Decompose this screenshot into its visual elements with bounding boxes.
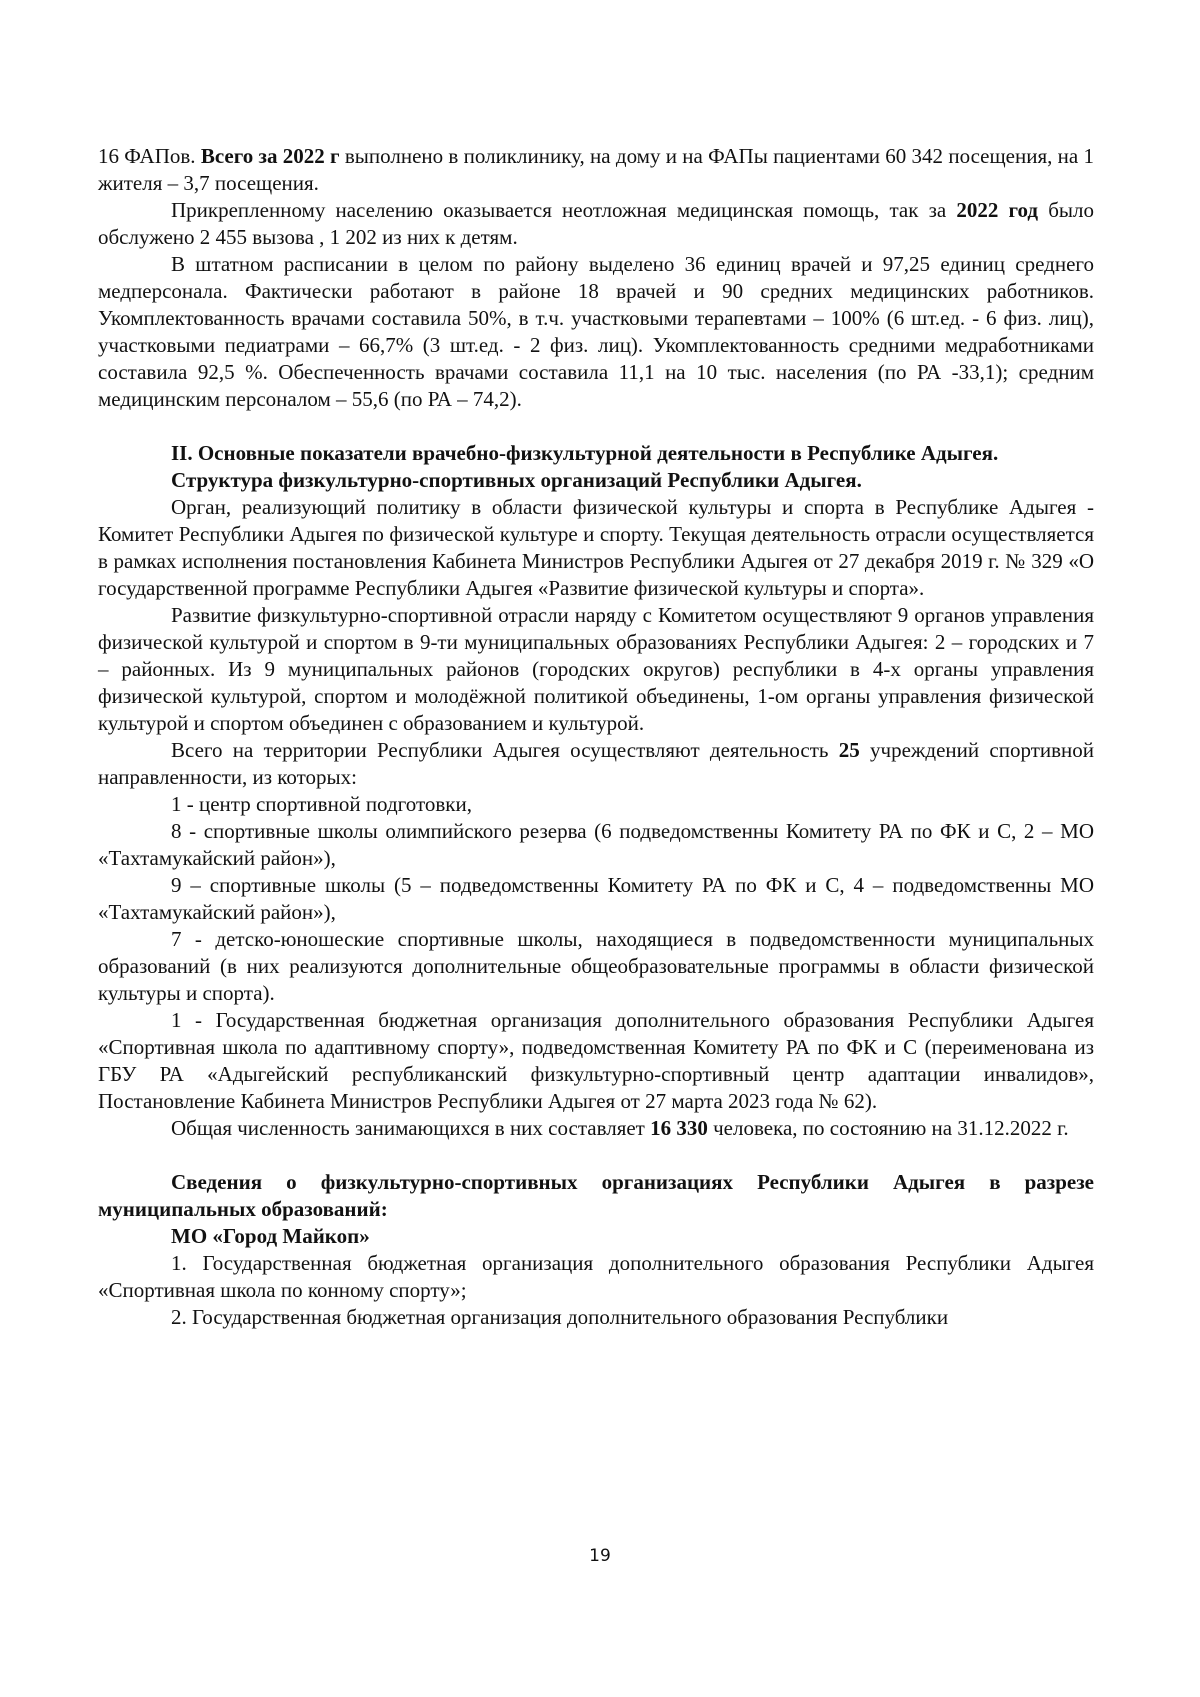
paragraph-total-athletes: Общая численность занимающихся в них составляет 16 330 человека, по состоянию на 31.12.2022 г.: [171, 1116, 1069, 1140]
list-item-sport-training-center: 1 - центр спортивной подготовки,: [171, 792, 472, 816]
paragraph-visits: 16 ФАПов. Всего за 2022 г выполнено в поликлинику, на дому и на ФАПы пациентами 60 342 посещения, на 1 жителя – 3,7 посещения.: [98, 144, 1094, 195]
heading-maikop: МО «Город Майкоп»: [171, 1224, 370, 1248]
page-number: 19: [589, 1546, 611, 1566]
list-item-olympic-reserve-schools: 8 - спортивные школы олимпийского резерва (6 подведомственны Комитету РА по ФК и С, 2 – МО «Тахтамукайский район»),: [98, 819, 1094, 870]
paragraph-institutions-total: Всего на территории Республики Адыгея осуществляют деятельность 25 учреждений спортивной направленности, из которых:: [98, 738, 1095, 789]
subheading-structure: Структура физкультурно-спортивных организаций Республики Адыгея.: [171, 468, 862, 492]
paragraph-staffing: В штатном расписании в целом по району выделено 36 единиц врачей и 97,25 единиц среднего медперсонала. Фактически работают в районе 18 врачей и 90 средних медицинских работников. Укомплектованность врачами составила 50%, в т.ч. участковыми терапевтами – 100% (6 шт.ед. - 6 физ. лиц), участковыми педиатрами – 66,7% (3 шт.ед. - 2 физ. лиц). Укомплектованность средними медработниками составила 92,5 %. Обеспеченность врачами составила 11,1 на 10 тыс. населения (по РА -33,1); средним медицинским персоналом – 55,6 (по РА – 74,2).: [98, 252, 1094, 411]
paragraph-committee: Орган, реализующий политику в области физической культуры и спорта в Республике Адыгея - Комитет Республики Адыгея по физической культуре и спорту. Текущая деятельность отрасли осуществляется в рамках исполнения постановления Кабинета Министров Республики Адыгея от 27 декабря 2019 г. № 329 «О государственной программе Республики Адыгея «Развитие физической культуры и спорта».: [98, 495, 1094, 600]
page-body: [98, 143, 1094, 1331]
list-item-second-organization: 2. Государственная бюджетная организация дополнительного образования Республики: [171, 1305, 949, 1329]
paragraph-emergency-care: Прикрепленному населению оказывается неотложная медицинская помощь, так за 2022 год было обслужено 2 455 вызова , 1 202 из них к детям.: [98, 198, 1094, 249]
list-item-adaptive-sport-school: 1 - Государственная бюджетная организация дополнительного образования Республики Адыгея «Спортивная школа по адаптивному спорту», подведомственная Комитету РА по ФК и С (переименована из ГБУ РА «Адыгейский республиканский физкультурно-спортивный центр адаптации инвалидов», Постановление Кабинета Министров Республики Адыгея от 27 марта 2023 года № 62).: [98, 1008, 1094, 1113]
list-item-sport-schools: 9 – спортивные школы (5 – подведомственны Комитету РА по ФК и С, 4 – подведомственны МО «Тахтамукайский район»),: [98, 873, 1094, 924]
list-item-equestrian-school: 1. Государственная бюджетная организация дополнительного образования Республики Адыгея «Спортивная школа по конному спорту»;: [98, 1251, 1094, 1302]
paragraph-development: Развитие физкультурно-спортивной отрасли наряду с Комитетом осуществляют 9 органов управления физической культурой и спортом в 9-ти муниципальных образованиях Республики Адыгея: 2 – городских и 7 – районных. Из 9 муниципальных районов (городских округов) республики в 4-х органы управления физической культурой, спортом и молодёжной политикой объединены, 1-ом органы управления физической культурой и спортом объединен с образованием и культурой.: [98, 603, 1094, 735]
list-item-youth-sport-schools: 7 - детско-юношеские спортивные школы, находящиеся в подведомственности муниципальных образований (в них реализуются дополнительные общеобразовательные программы в области физической культуры и спорта).: [98, 927, 1094, 1005]
section-heading-ii: II. Основные показатели врачебно-физкультурной деятельности в Республике Адыгея.: [171, 441, 999, 465]
heading-municipal-organizations: Сведения о физкультурно-спортивных организациях Республики Адыгея в разрезе муниципальных образований:: [98, 1170, 1094, 1221]
